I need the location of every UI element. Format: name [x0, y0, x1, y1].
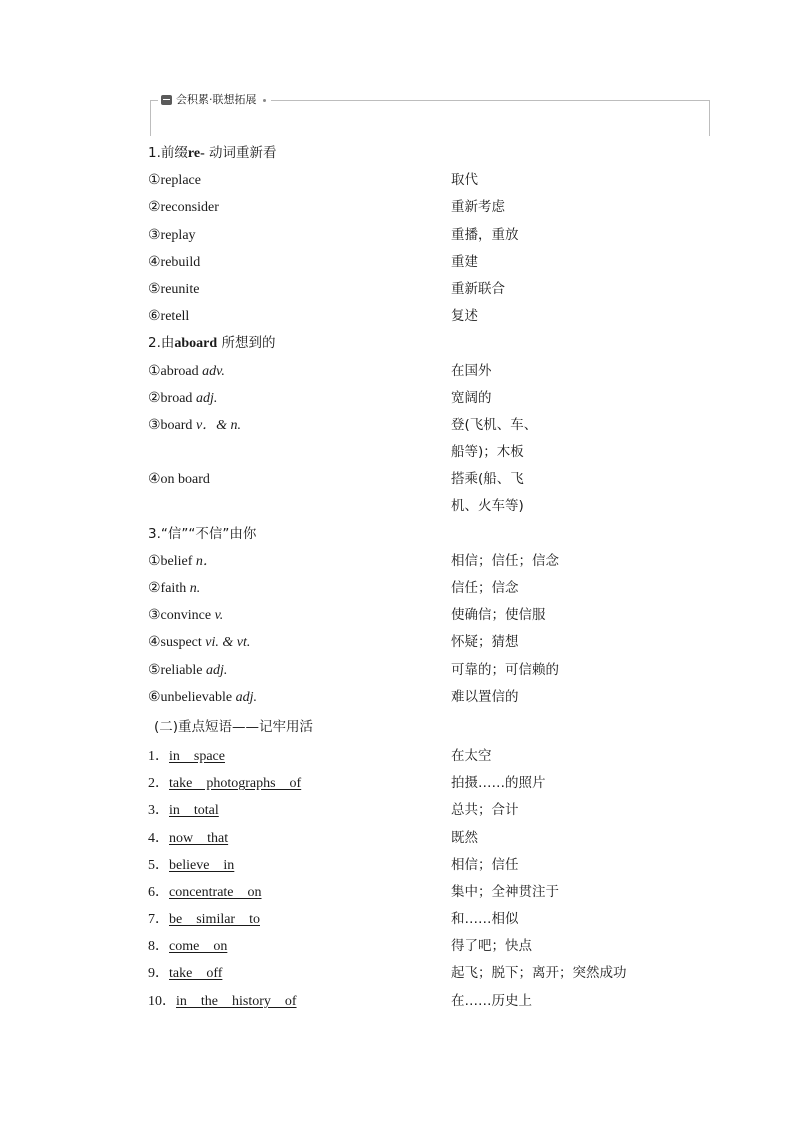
- list-item: ④suspect vi. & vt. 怀疑；猜想: [148, 634, 519, 651]
- list-item: ⑤reliable adj. 可靠的；可信赖的: [148, 661, 559, 678]
- phrase-row: 4．now that 既然: [148, 829, 478, 846]
- list-item: ③convince v. 使确信；使信服: [148, 607, 546, 624]
- list-item: ②broad adj. 宽阔的: [148, 389, 492, 406]
- group3-heading: 3.“信”“不信”由你: [148, 525, 257, 542]
- list-item: ②faith n. 信任；信念: [148, 580, 519, 596]
- list-item: ④rebuild 重建: [148, 253, 478, 270]
- list-item: ⑤reunite 重新联合: [148, 280, 505, 297]
- phrase-row: 7．be similar to 和……相似: [148, 911, 519, 928]
- phrase-row: 6．concentrate on 集中；全神贯注于: [148, 883, 559, 900]
- phrase-row: 9．take off 起飞；脱下；离开；突然成功: [148, 965, 627, 982]
- list-item: ①belief n． 相信；信任；信念: [148, 552, 559, 569]
- list-item: ⑥unbelievable adj. 难以置信的: [148, 688, 519, 705]
- list-item-continuation: 机、火车等): [451, 498, 524, 515]
- group2-heading: 2.由aboard 所想到的: [148, 335, 276, 352]
- list-item: ⑥retell 复述: [148, 308, 478, 325]
- list-item: ④on board 搭乘(船、飞: [148, 471, 524, 488]
- book-icon: [161, 95, 172, 105]
- section-box-header: [158, 93, 271, 107]
- phrases-heading: (二)重点短语——记牢用活: [154, 718, 314, 735]
- list-item: ②reconsider 重新考虑: [148, 199, 505, 216]
- list-item-continuation: 船等)；木板: [451, 444, 524, 461]
- list-item: ③replay 重播，重放: [148, 226, 519, 243]
- dot-icon: [263, 99, 266, 102]
- phrase-row: 10．in the history of 在……历史上: [148, 992, 532, 1009]
- phrase-row: 2．take photographs of 拍摄……的照片: [148, 775, 546, 792]
- list-item: ①replace 取代: [148, 172, 478, 189]
- section-box-title: 会积累·联想拓展: [176, 93, 257, 106]
- phrase-row: 1．in space 在太空: [148, 747, 492, 764]
- vocabulary-content: [148, 140, 708, 1015]
- list-item: ①abroad adv. 在国外: [148, 362, 492, 379]
- phrase-row: 8．come on 得了吧；快点: [148, 938, 532, 955]
- list-item: ③board v．& n. 登(飞机、车、: [148, 416, 538, 433]
- phrase-row: 5．believe in 相信；信任: [148, 856, 519, 873]
- group1-heading: 1.前缀re- 动词重新看: [148, 145, 277, 161]
- phrase-row: 3．in total 总共；合计: [148, 802, 519, 819]
